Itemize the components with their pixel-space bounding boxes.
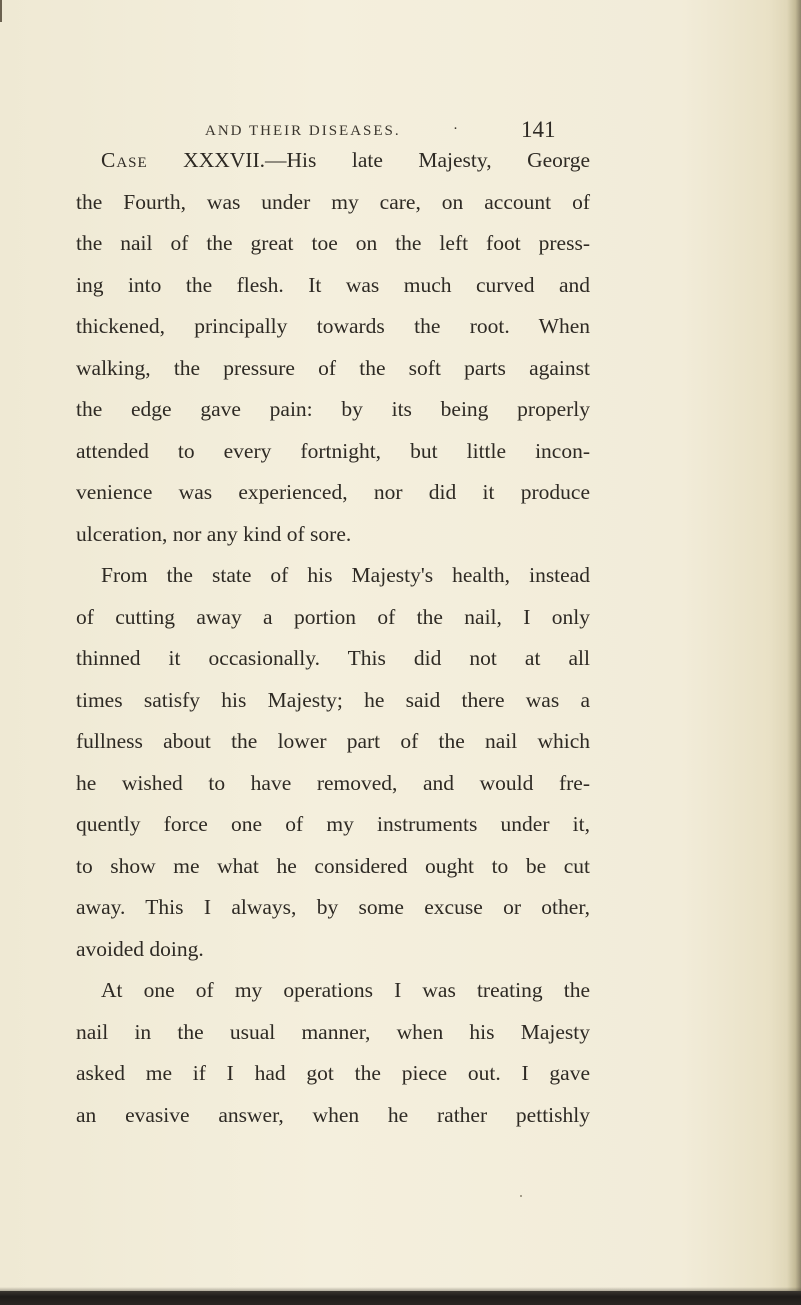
- text-line: away. This I always, by some excuse or other,: [76, 895, 590, 919]
- text-line: of cutting away a portion of the nail, I only: [76, 604, 590, 629]
- text-line: fullness about the lower part of the nail which: [76, 729, 590, 753]
- text-line-content: XXXVII.—His late Majesty, George: [147, 148, 590, 172]
- text-line: quently force one of my instruments under it,: [76, 812, 590, 836]
- text-line: an evasive answer, when he rather pettishly: [76, 1102, 590, 1127]
- case-label: Case: [101, 148, 148, 172]
- text-line: the nail of the great toe on the left foot press-: [76, 231, 590, 255]
- text-line: he wished to have removed, and would fre-: [76, 770, 590, 795]
- text-line: attended to every fortnight, but little incon-: [76, 438, 590, 463]
- page-edge-shadow: [787, 0, 801, 1305]
- text-line: nail in the usual manner, when his Majesty: [76, 1019, 590, 1044]
- page-number: 141: [521, 117, 556, 142]
- text-line: to show me what he considered ought to be cut: [76, 853, 590, 878]
- text-line: At one of my operations I was treating the: [101, 978, 590, 1002]
- text-line: the Fourth, was under my care, on account of: [76, 189, 590, 214]
- text-line: asked me if I had got the piece out. I gave: [76, 1061, 590, 1085]
- text-line: ulceration, nor any kind of sore.: [76, 521, 352, 546]
- text-line: venience was experienced, nor did it produce: [76, 480, 590, 504]
- text-line: ing into the flesh. It was much curved and: [76, 272, 590, 297]
- paper-speck: [520, 1195, 522, 1197]
- running-head-separator: ·: [453, 121, 458, 137]
- body-text: [76, 140, 590, 1136]
- text-line: thinned it occasionally. This did not at all: [76, 646, 590, 670]
- bottom-scan-edge: [0, 1291, 801, 1305]
- text-line: times satisfy his Majesty; he said there was a: [76, 687, 590, 712]
- text-line: From the state of his Majesty's health, instead: [101, 563, 590, 587]
- page-edge-mark: [0, 0, 2, 22]
- text-line: avoided doing.: [76, 936, 204, 961]
- text-line: thickened, principally towards the root. When: [76, 314, 590, 338]
- text-line: [76, 140, 590, 182]
- text-line: walking, the pressure of the soft parts against: [76, 355, 590, 380]
- text-line: the edge gave pain: by its being properly: [76, 397, 590, 421]
- running-head-title: AND THEIR DISEASES.: [205, 123, 401, 139]
